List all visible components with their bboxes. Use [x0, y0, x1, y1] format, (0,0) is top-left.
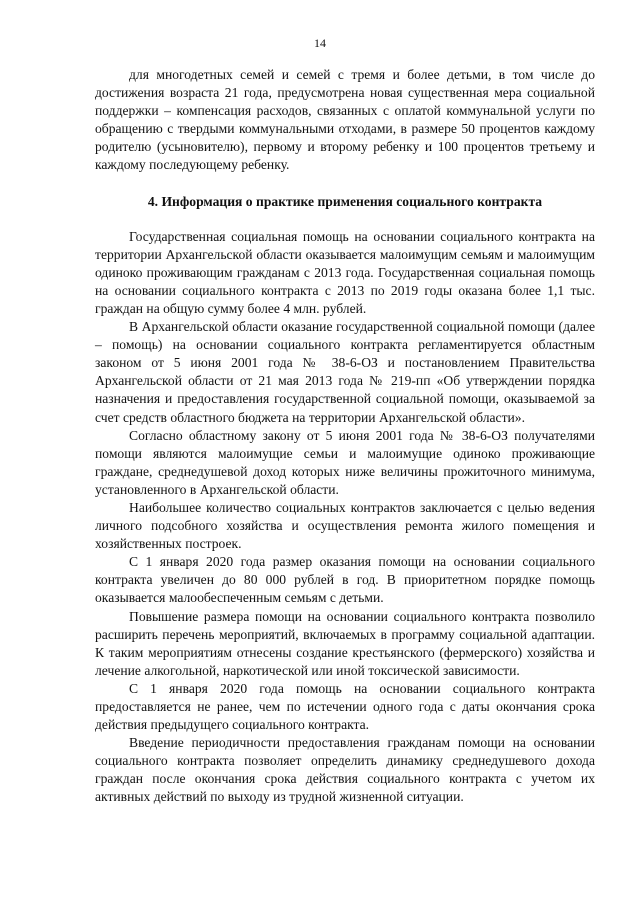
- paragraph: С 1 января 2020 года помощь на основании социального контракта предоставляется не ранее, чем по истечении одного года с даты окончания срока действия предыдущего социального контракта.: [95, 680, 595, 733]
- intro-paragraph: для многодетных семей и семей с тремя и более детьми, в том числе до достижения возраста 21 года, предусмотрена новая существенная мера социальной поддержки – компенсация расходов, связанных с оплатой коммунальной услуги по обращению с твердыми коммунальными отходами, в размере 50 процентов каждому родителю (усыновителю), первому и второму ребенку и 100 процентов третьему и каждому последующему ребенку.: [95, 67, 595, 173]
- paragraph: Введение периодичности предоставления гражданам помощи на основании социального контракта позволяет определить динамику среднедушевого дохода граждан после окончания срока действия социального контракта с учетом их активных действий по выходу из трудной жизненной ситуации.: [95, 735, 595, 805]
- paragraph: Повышение размера помощи на основании социального контракта позволило расширить перечень мероприятий, включаемых в программу социальной адаптации. К таким мероприятиям отнесены создание крестьянского (фермерского) хозяйства и лечение алкогольной, наркотической или иной токсической зависимости.: [95, 608, 595, 678]
- paragraph: С 1 января 2020 года размер оказания помощи на основании социального контракта увеличен до 80 000 рублей в год. В приоритетном порядке помощь оказывается малообеспеченным семьям с детьми.: [95, 554, 595, 606]
- paragraph: В Архангельской области оказание государственной социальной помощи (далее – помощь) на основании социального контракта регламентируется областным законом от 5 июня 2001 года № 38-6-ОЗ и постановлением Правительства Архангельской области от 21 мая 2013 года № 219-пп «Об утверждении порядка назначения и предоставления государственной социальной помощи, оказываемой за счет средств областного бюджета на территории Архангельской области».: [95, 319, 595, 425]
- section-heading: 4. Информация о практике применения социального контракта: [147, 193, 543, 209]
- page-number: 14: [314, 36, 326, 50]
- paragraph: Государственная социальная помощь на основании социального контракта на территории Архангельской области оказывается малоимущим семьям и малоимущим одиноко проживающим гражданам с 2013 года. Государственная социальная помощь на основании социального контракта с 2013 по 2019 годы оказана более 1,1 тыс. граждан на общую сумму более 4 млн. рублей.: [95, 228, 595, 316]
- paragraph: Согласно областному закону от 5 июня 2001 года № 38-6-ОЗ получателями помощи являются малоимущие семьи и малоимущие одиноко проживающие граждане, среднедушевой доход которых ниже величины прожиточного минимума, установленного в Архангельской области.: [95, 427, 595, 497]
- paragraph: Наибольшее количество социальных контрактов заключается с целью ведения личного подсобного хозяйства и осуществления ремонта жилого помещения и хозяйственных построек.: [95, 499, 595, 552]
- document-body: [95, 66, 595, 807]
